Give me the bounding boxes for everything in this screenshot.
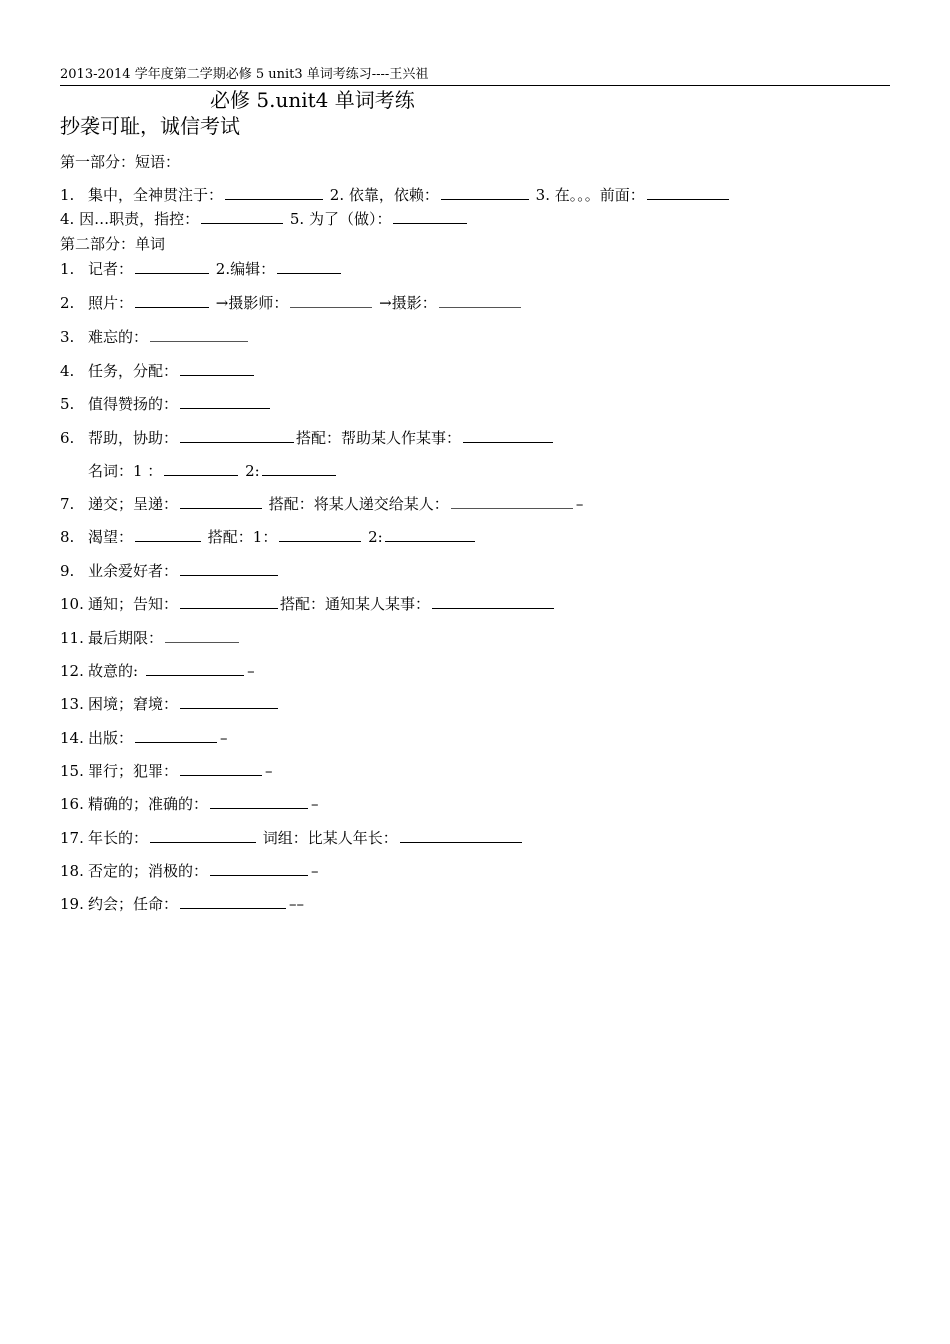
answer-blank[interactable] — [385, 527, 475, 542]
item-label: 困境；窘境： — [88, 695, 179, 713]
item-number: 1. — [60, 260, 75, 278]
item-label: 2: — [368, 528, 383, 546]
item-number: 3. — [60, 328, 75, 346]
answer-blank[interactable] — [262, 461, 336, 476]
answer-blank[interactable] — [201, 209, 283, 224]
item-label: 4. 因…职责，指控： — [60, 210, 200, 228]
item-label: 递交；呈递： — [88, 495, 179, 513]
item-number: 10. — [60, 595, 84, 613]
item-label: 搭配：帮助某人作某事： — [296, 429, 462, 447]
item-number: 4. — [60, 362, 75, 380]
item-number: 18. — [60, 862, 84, 880]
vocab-item-13 — [60, 694, 280, 714]
answer-blank[interactable] — [180, 561, 278, 576]
vocab-item-5 — [60, 394, 272, 414]
item-label: 5. 为了（做）： — [289, 210, 392, 228]
trailing-dash: – — [265, 762, 273, 780]
item-label: 出版： — [88, 729, 134, 747]
item-number: 2. — [60, 294, 75, 312]
answer-blank[interactable] — [180, 361, 254, 376]
answer-blank[interactable] — [146, 661, 244, 676]
answer-blank[interactable] — [135, 293, 209, 308]
item-label: 搭配：1： — [207, 528, 278, 546]
item-label: 最后期限： — [88, 629, 164, 647]
trailing-dash: – — [311, 795, 319, 813]
answer-blank[interactable] — [441, 185, 529, 200]
page-header: 2013-2014 学年度第二学期必修 5 unit3 单词考练习----王兴祖 — [60, 66, 890, 86]
item-label: 业余爱好者： — [88, 562, 179, 580]
item-number: 8. — [60, 528, 75, 546]
answer-blank[interactable] — [165, 628, 239, 643]
answer-blank[interactable] — [180, 694, 278, 709]
trailing-dash: – — [575, 495, 584, 513]
item-number: 13. — [60, 695, 84, 713]
answer-blank[interactable] — [135, 728, 217, 743]
answer-blank[interactable] — [164, 461, 238, 476]
answer-blank[interactable] — [150, 828, 256, 843]
answer-blank[interactable] — [180, 428, 294, 443]
item-label: →摄影师： — [215, 294, 289, 312]
item-number: 16. — [60, 795, 84, 813]
item-label: 值得赞扬的： — [88, 395, 179, 413]
item-label: 精确的；准确的： — [88, 795, 209, 813]
answer-blank[interactable] — [393, 209, 467, 224]
answer-blank[interactable] — [647, 185, 729, 200]
item-number: 9. — [60, 562, 75, 580]
answer-blank[interactable] — [439, 293, 521, 308]
item-label: 记者： — [88, 260, 134, 278]
answer-blank[interactable] — [432, 594, 554, 609]
part2-heading: 第二部分：单词 — [60, 235, 166, 253]
item-label: 搭配：将某人递交给某人： — [268, 495, 449, 513]
vocab-item-9 — [60, 561, 280, 581]
answer-blank[interactable] — [225, 185, 323, 200]
item-label: →摄影： — [379, 294, 437, 312]
vocab-item-15 — [60, 761, 273, 781]
item-label: 词组：比某人年长： — [262, 829, 398, 847]
answer-blank[interactable] — [451, 494, 573, 509]
vocab-item-8 — [60, 527, 477, 547]
answer-blank[interactable] — [180, 394, 270, 409]
item-label: 2. 依靠，依赖： — [329, 186, 439, 204]
item-label: 帮助，协助： — [88, 429, 179, 447]
answer-blank[interactable] — [277, 259, 341, 274]
page-title: 必修 5.unit4 单词考练 — [210, 88, 415, 112]
item-label: 渴望： — [88, 528, 134, 546]
item-number: 1. — [60, 186, 75, 204]
item-label: 难忘的： — [88, 328, 149, 346]
answer-blank[interactable] — [279, 527, 361, 542]
vocab-item-14 — [60, 728, 228, 748]
item-label: 罪行；犯罪： — [88, 762, 179, 780]
item-label: 任务，分配： — [88, 362, 179, 380]
item-label: 约会；任命： — [88, 895, 179, 913]
item-label: 2: — [245, 462, 260, 480]
item-label: 3. 在。。。前面： — [535, 186, 645, 204]
item-number: 17. — [60, 829, 84, 847]
vocab-item-11 — [60, 628, 241, 648]
item-number: 14. — [60, 729, 84, 747]
item-label: 否定的；消极的： — [88, 862, 209, 880]
item-label: 照片： — [88, 294, 134, 312]
item-label: 2.编辑： — [215, 260, 276, 278]
trailing-dash: – — [247, 662, 255, 680]
answer-blank[interactable] — [180, 761, 262, 776]
answer-blank[interactable] — [135, 527, 201, 542]
answer-blank[interactable] — [210, 794, 308, 809]
item-label: 搭配：通知某人某事： — [280, 595, 431, 613]
answer-blank[interactable] — [150, 327, 248, 342]
trailing-dash: – — [311, 862, 319, 880]
trailing-dash: – — [220, 729, 228, 747]
item-label: 集中，全神贯注于： — [88, 186, 224, 204]
item-number: 7. — [60, 495, 75, 513]
answer-blank[interactable] — [180, 594, 278, 609]
item-label: 名词：1 ： — [88, 462, 163, 480]
vocab-item-2 — [60, 293, 523, 313]
vocab-item-12 — [60, 661, 255, 681]
vocab-item-17 — [60, 828, 524, 848]
vocab-item-4 — [60, 361, 256, 381]
vocab-item-18 — [60, 861, 319, 881]
vocab-item-1 — [60, 259, 343, 279]
trailing-dash: –– — [289, 895, 305, 913]
answer-blank[interactable] — [180, 894, 286, 909]
answer-blank[interactable] — [400, 828, 522, 843]
page-subtitle: 抄袭可耻，诚信考试 — [60, 114, 240, 138]
vocab-item-10 — [60, 594, 556, 614]
vocab-item-19 — [60, 894, 304, 914]
vocab-item-3 — [60, 327, 250, 347]
part1-line2 — [60, 209, 469, 229]
item-label: 年长的： — [88, 829, 149, 847]
item-number: 19. — [60, 895, 84, 913]
part1-line1 — [60, 185, 731, 205]
part1-heading: 第一部分：短语： — [60, 153, 181, 171]
vocab-item-16 — [60, 794, 319, 814]
answer-blank[interactable] — [180, 494, 262, 509]
item-number: 11. — [60, 629, 84, 647]
answer-blank[interactable] — [463, 428, 553, 443]
item-number: 12. — [60, 662, 84, 680]
vocab-item-7 — [60, 494, 583, 514]
item-number: 15. — [60, 762, 84, 780]
answer-blank[interactable] — [210, 861, 308, 876]
item-number: 6. — [60, 429, 75, 447]
item-label: 故意的: — [88, 662, 139, 680]
answer-blank[interactable] — [290, 293, 372, 308]
vocab-item-6 — [60, 428, 555, 448]
vocab-item-6-nouns — [60, 461, 338, 481]
answer-blank[interactable] — [135, 259, 209, 274]
item-number: 5. — [60, 395, 75, 413]
item-label: 通知；告知： — [88, 595, 179, 613]
